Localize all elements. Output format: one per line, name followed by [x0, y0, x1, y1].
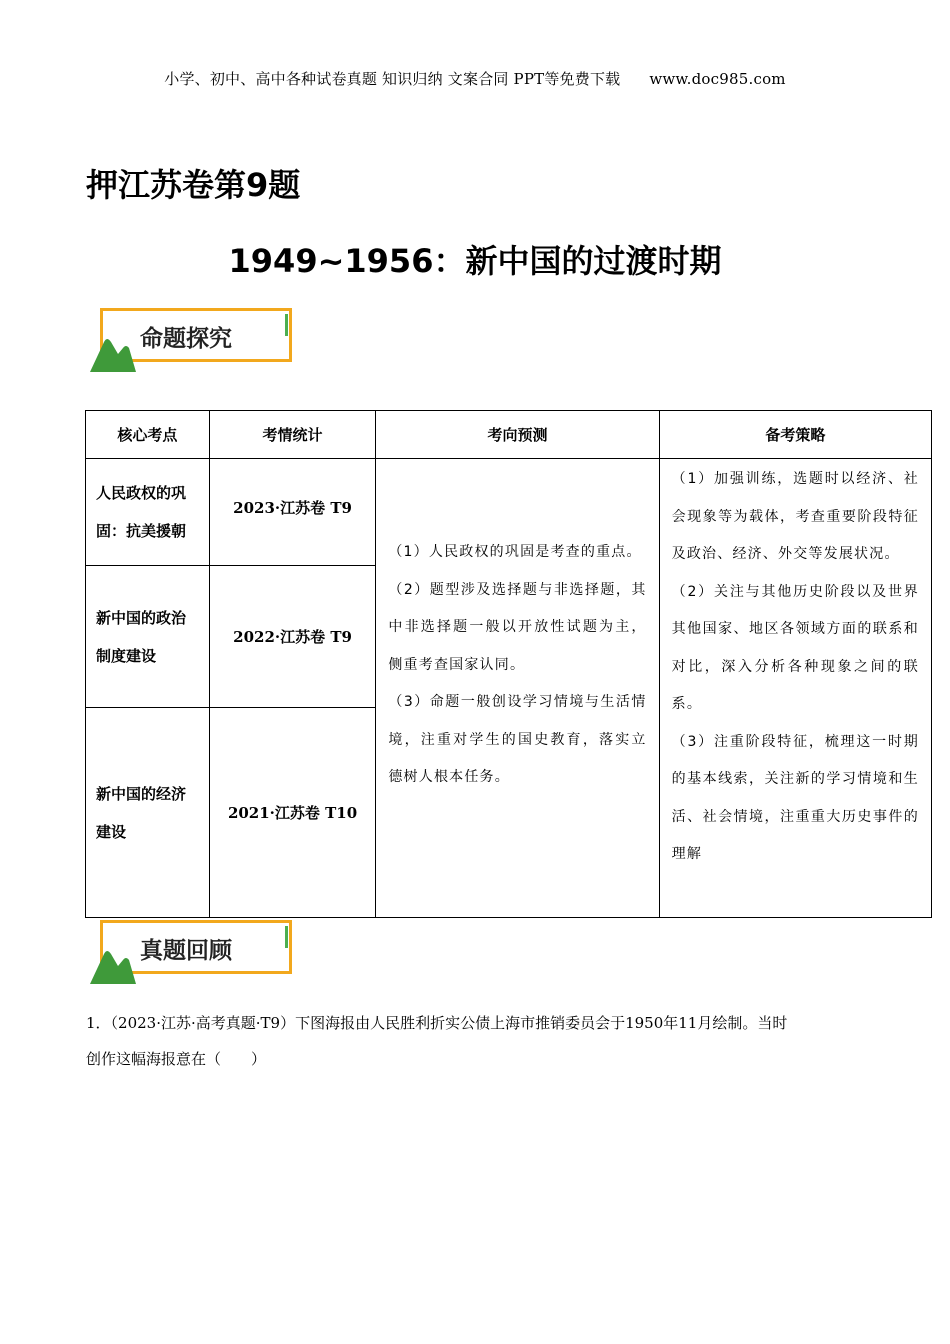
mountain-icon: [90, 944, 140, 984]
header-cell: 备考策略: [659, 411, 931, 459]
question-1: [86, 1005, 876, 1077]
header-cell: 核心考点: [86, 411, 210, 459]
page-title: 押江苏卷第9题: [86, 166, 301, 204]
core-point-text: 新中国的政治: [96, 608, 187, 627]
strategy-item: （3）注重阶段特征，梳理这一时期的基本线索，关注新的学习情境和生活、社会情境，注重重大历史事件的理解: [671, 733, 919, 862]
strategy-cell: [659, 459, 931, 918]
section-badge-exploration: [90, 308, 296, 372]
table-header-row: [86, 411, 932, 459]
core-point-text: 制度建设: [96, 646, 157, 665]
stat-cell: 2021·江苏卷 T10: [209, 708, 376, 918]
header-cell: 考情统计: [209, 411, 376, 459]
badge-accent-bar: [285, 314, 288, 336]
core-point-text: 建设: [96, 822, 127, 841]
question-text: 创作这幅海报意在（ ）: [86, 1050, 267, 1068]
forecast-cell: [376, 459, 659, 918]
strategy-item: （2）关注与其他历史阶段以及世界其他国家、地区各领域方面的联系和对比，深入分析各种现象之间的联系。: [671, 583, 919, 712]
strategy-item: （1）加强训练，选题时以经济、社会现象等为载体，考查重要阶段特征及政治、经济、外交等发展状况。: [671, 471, 919, 562]
forecast-item: （3）命题一般创设学习情境与生活情境，注重对学生的国史教育，落实立德树人根本任务。: [388, 694, 647, 785]
question-text: 1．（2023·江苏·高考真题·T9）下图海报由人民胜利折实公债上海市推销委员会于1950年11月绘制。当时: [86, 1014, 788, 1032]
header-cell: 考向预测: [376, 411, 659, 459]
page-header: [0, 68, 950, 89]
stat-cell: 2022·江苏卷 T9: [209, 566, 376, 708]
exam-analysis-table: [85, 410, 932, 918]
core-point-text: 人民政权的巩: [96, 484, 187, 502]
section-label: 真题回顾: [140, 938, 232, 964]
core-point-cell: [86, 459, 210, 566]
core-point-cell: [86, 566, 210, 708]
core-point-text: 固：抗美援朝: [96, 522, 187, 540]
table-row: [86, 459, 932, 566]
mountain-icon: [90, 332, 140, 372]
stat-cell: 2023·江苏卷 T9: [209, 459, 376, 566]
forecast-item: （2）题型涉及选择题与非选择题，其中非选择题一般以开放性试题为主，侧重考查国家认同。: [388, 581, 647, 673]
section-badge-review: [90, 920, 296, 984]
forecast-item: （1）人民政权的巩固是考查的重点。: [388, 544, 642, 560]
page-subtitle: 1949~1956：新中国的过渡时期: [228, 242, 722, 280]
core-point-cell: [86, 708, 210, 918]
core-point-text: 新中国的经济: [96, 784, 187, 803]
section-label: 命题探究: [140, 326, 232, 352]
header-url[interactable]: www.doc985.com: [649, 70, 786, 88]
badge-accent-bar: [285, 926, 288, 948]
header-text: 小学、初中、高中各种试卷真题 知识归纳 文案合同 PPT等免费下载: [164, 70, 621, 88]
